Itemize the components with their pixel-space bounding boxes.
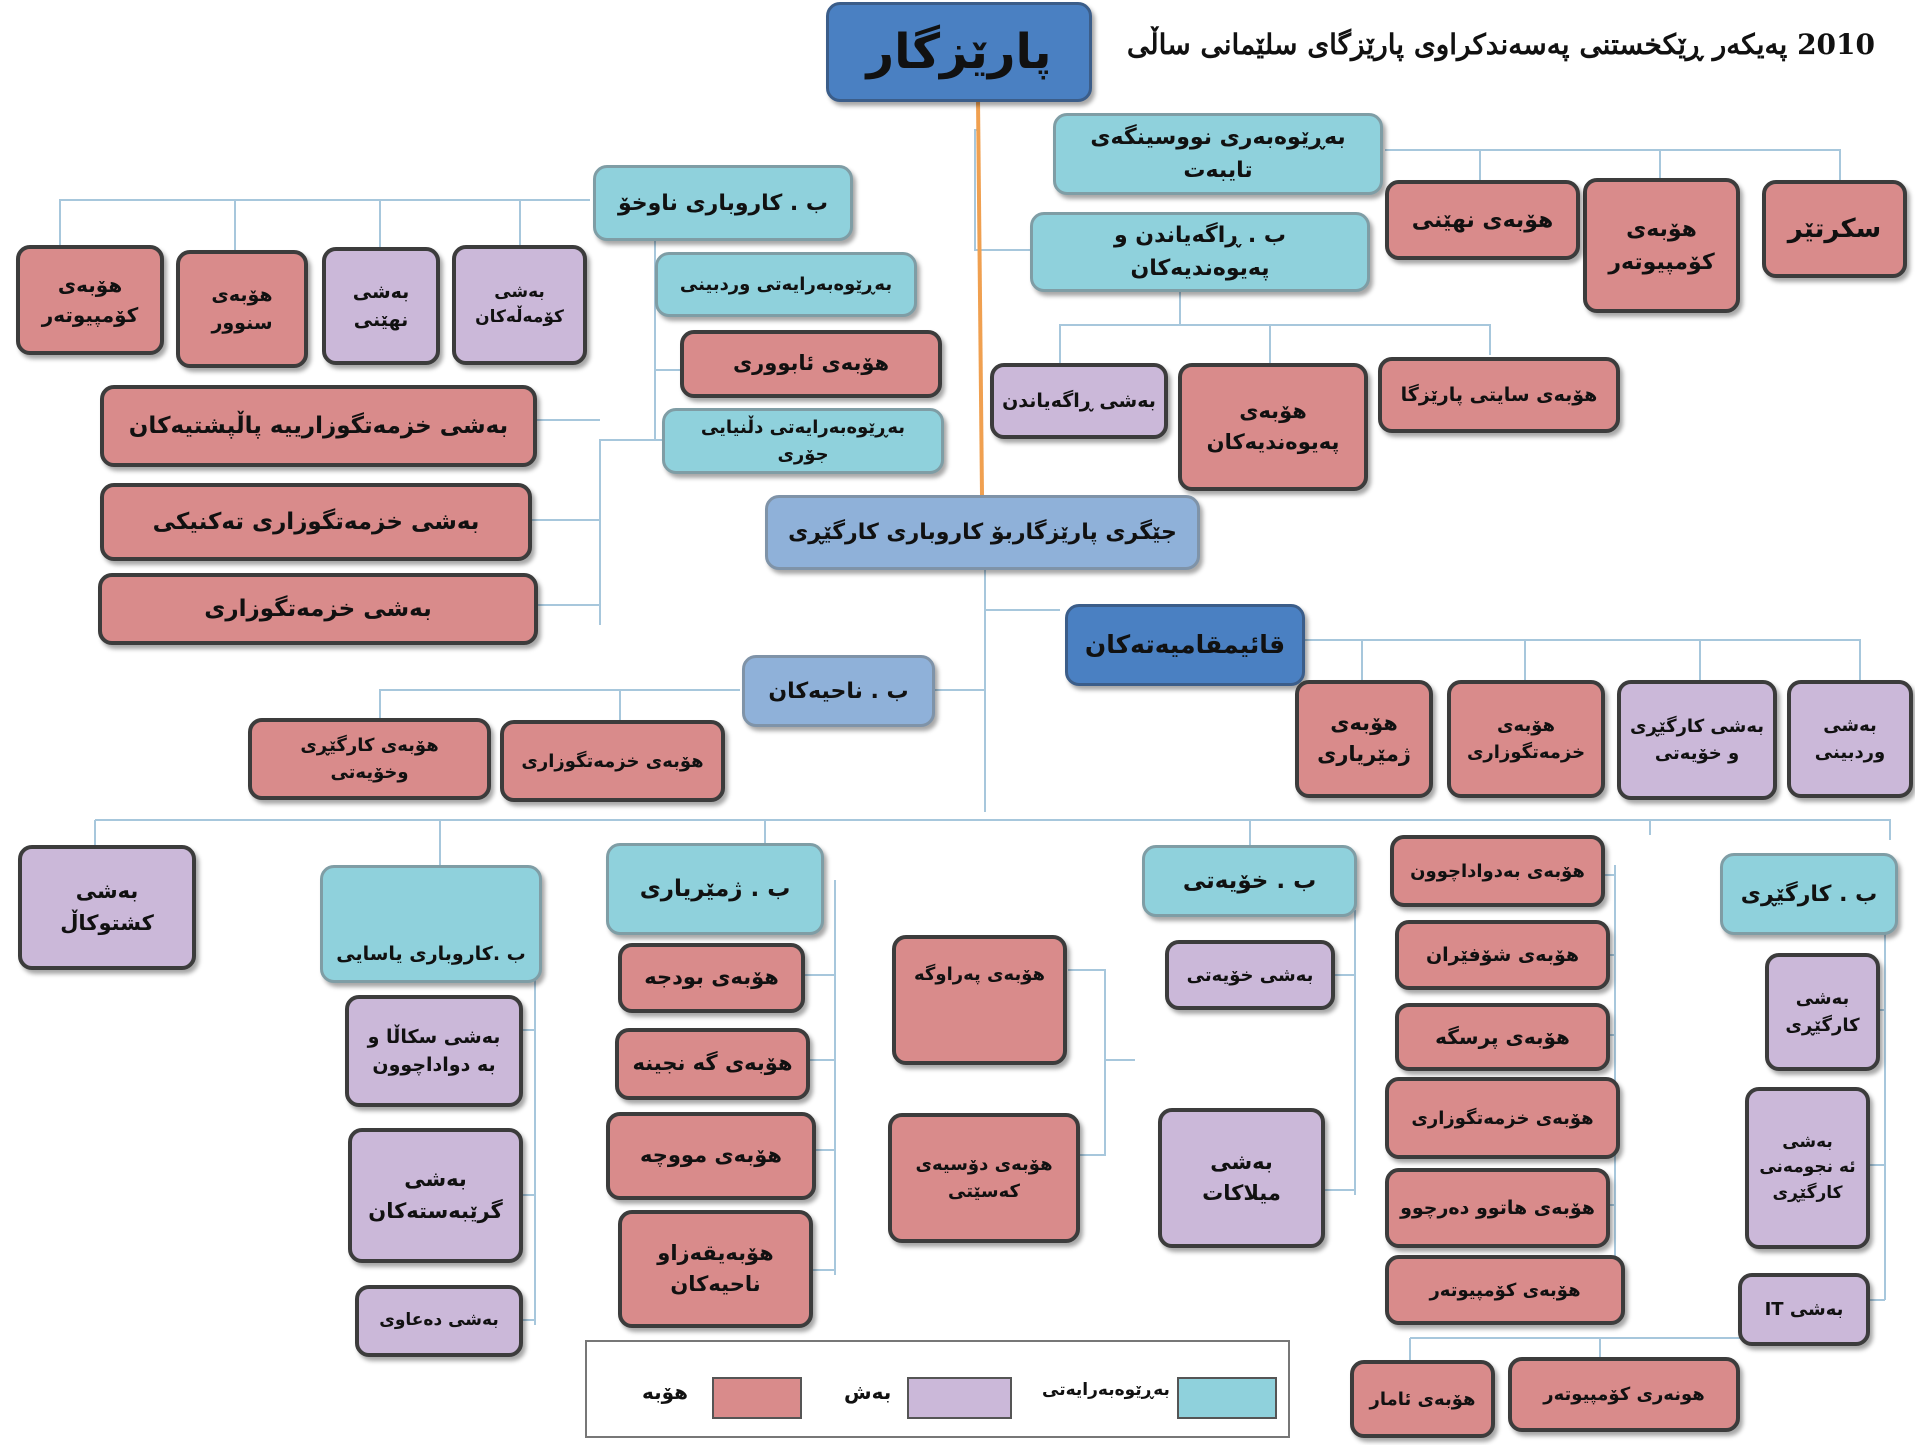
website-unit-box: هۆبەی سایتی پارێزگا: [1378, 357, 1620, 433]
council-section-box: بەشی ئە نجومەنی کارگێڕی: [1745, 1087, 1870, 1249]
treasury-unit-box: هۆبەی گە نجینە: [615, 1028, 810, 1100]
accounting-unit-box: هۆبەی ژمێریاری: [1295, 680, 1433, 798]
contracts-section-box: بەشی گرێبەستەکان: [348, 1128, 523, 1263]
legal-affairs-box: ب .کاروباری یاسایی: [320, 865, 542, 983]
admin-finance-unit-box: هۆبەی کارگێڕی وخۆیەتی: [248, 718, 491, 800]
admin-section-box: بەشی کارگێڕی: [1765, 953, 1880, 1071]
statistics-unit-box: هۆبەی ئامار: [1350, 1360, 1495, 1438]
confidential-section-box: بەشی نهێنی: [322, 247, 440, 365]
technical-services-box: بەشی خزمەتگوزاری تەکنیکی: [100, 483, 532, 561]
personnel-files-unit-box: هۆبەی دۆسیەی کەسێتی: [888, 1113, 1080, 1243]
accounting-dir-box: ب . ژمێریاری: [606, 843, 824, 935]
budget-unit-box: هۆبەی بودجە: [618, 943, 805, 1013]
connector: [380, 690, 740, 720]
services-section-box: بەشی خزمەتگوزاری: [98, 573, 538, 645]
audit-directorate-box: بەڕێوەبەرایەتی وردبینی: [655, 252, 917, 317]
lawsuit-section-box: بەشی دەعاوی: [355, 1285, 523, 1357]
legend-unit-swatch: [712, 1377, 802, 1419]
connector: [1305, 640, 1860, 680]
chart-title: 2010 پەیکەر ڕێکخستنی پەسەندکراوی پارێزگای سلێمانی ساڵی: [1126, 28, 1875, 61]
legend-directorate-swatch: [1177, 1377, 1277, 1419]
salary-unit-box: هۆبەی مووچە: [606, 1112, 816, 1200]
agriculture-section-box: بەشی کشتوکاڵ: [18, 845, 196, 970]
deputy-admin-box: جێگری پارێزگاربۆ کاروباری کارگێڕی: [765, 495, 1200, 570]
in-out-unit-box: هۆبەی هاتوو دەرچوو: [1385, 1168, 1610, 1248]
media-section-box: بەشی ڕاگەیاندن: [990, 363, 1168, 439]
computer-unit-box: هۆبەی کۆمپیوتەر: [1385, 1255, 1625, 1325]
connector: [935, 610, 1060, 690]
legend-section-swatch: [907, 1377, 1012, 1419]
spine-line: [978, 100, 982, 495]
special-office-box: بەڕێوەبەری نووسینگەی تایبەت: [1053, 113, 1383, 195]
governor-box: پارێزگار: [826, 2, 1092, 102]
self-section-box: بەشی خۆیەتی: [1165, 940, 1335, 1010]
computer-unit-box: هۆبەی کۆمپیوتەر: [16, 245, 164, 355]
admin-section-box: بەشی کارگێڕی و خۆیەتی: [1617, 680, 1777, 800]
quality-directorate-box: بەڕێوەبەرایەتی دڵنیایی جۆری: [662, 408, 944, 474]
connector: [1060, 290, 1490, 365]
qaimaqams-box: قائیمقامیەتەکان: [1065, 604, 1305, 686]
service-unit-box: هۆبەی خزمەتگوزاری: [500, 720, 725, 802]
guards-unit-box: هۆبەی پرسگە: [1395, 1003, 1610, 1071]
connector: [95, 820, 1890, 865]
economic-unit-box: هۆبەی ئابووری: [680, 330, 942, 398]
legend-unit-label: هۆبە: [642, 1380, 689, 1404]
self-dir-box: ب . خۆیەتی: [1142, 845, 1357, 917]
connector: [530, 420, 660, 625]
service-unit-box: هۆبەی خزمەتگوزاری: [1447, 680, 1605, 798]
connector: [60, 200, 590, 250]
nahiyas-box: ب . ناحیەکان: [742, 655, 935, 727]
it-section-box: بەشی IT: [1738, 1273, 1870, 1346]
complaints-section-box: بەشی سکاڵا و بە دواداچوون: [345, 995, 523, 1107]
audit-section-box: بەشی وردبینی: [1787, 680, 1913, 798]
secretary-box: سکرتێر: [1762, 180, 1907, 278]
refuge-unit-box: هۆبەی پەراوگە: [892, 935, 1067, 1065]
computer-unit-box: هۆبەی کۆمپیوتەر: [1583, 178, 1740, 313]
relations-unit-box: هۆبەی پەیوەندیەکان: [1178, 363, 1368, 491]
meetings-section-box: بەشی کۆمەڵەکان: [452, 245, 587, 365]
support-services-box: بەشی خزمەتگوزارییە پاڵپشتیەکان: [100, 385, 537, 467]
legend-section-label: بەش: [844, 1380, 892, 1404]
legend-directorate-label: بەڕێوەبەرایەتی: [1042, 1380, 1170, 1400]
connector: [975, 130, 1030, 250]
computer-art-unit-box: هونەری کۆمپیوتەر: [1508, 1357, 1740, 1432]
services-unit-box: هۆبەی خزمەتگوزاری: [1385, 1077, 1620, 1159]
media-relations-box: ب . ڕاگەیاندن و پەیوەندیەکان: [1030, 212, 1370, 292]
border-unit-box: هۆبەی سنوور: [176, 250, 308, 368]
confidential-unit-box: هۆبەی نهێنی: [1385, 180, 1580, 260]
admin-dir-box: ب . کارگێڕی: [1720, 853, 1898, 935]
followup-unit-box: هۆبەی بەدواداچوون: [1390, 835, 1605, 907]
nahiya-quota-unit-box: هۆبەیقەزاو ناحیەکان: [618, 1210, 813, 1328]
property-section-box: بەشی میلاکات: [1158, 1108, 1325, 1248]
internal-affairs-box: ب . کاروباری ناوخۆ: [593, 165, 853, 241]
legend: [585, 1340, 1290, 1438]
drivers-unit-box: هۆبەی شۆفێران: [1395, 920, 1610, 990]
